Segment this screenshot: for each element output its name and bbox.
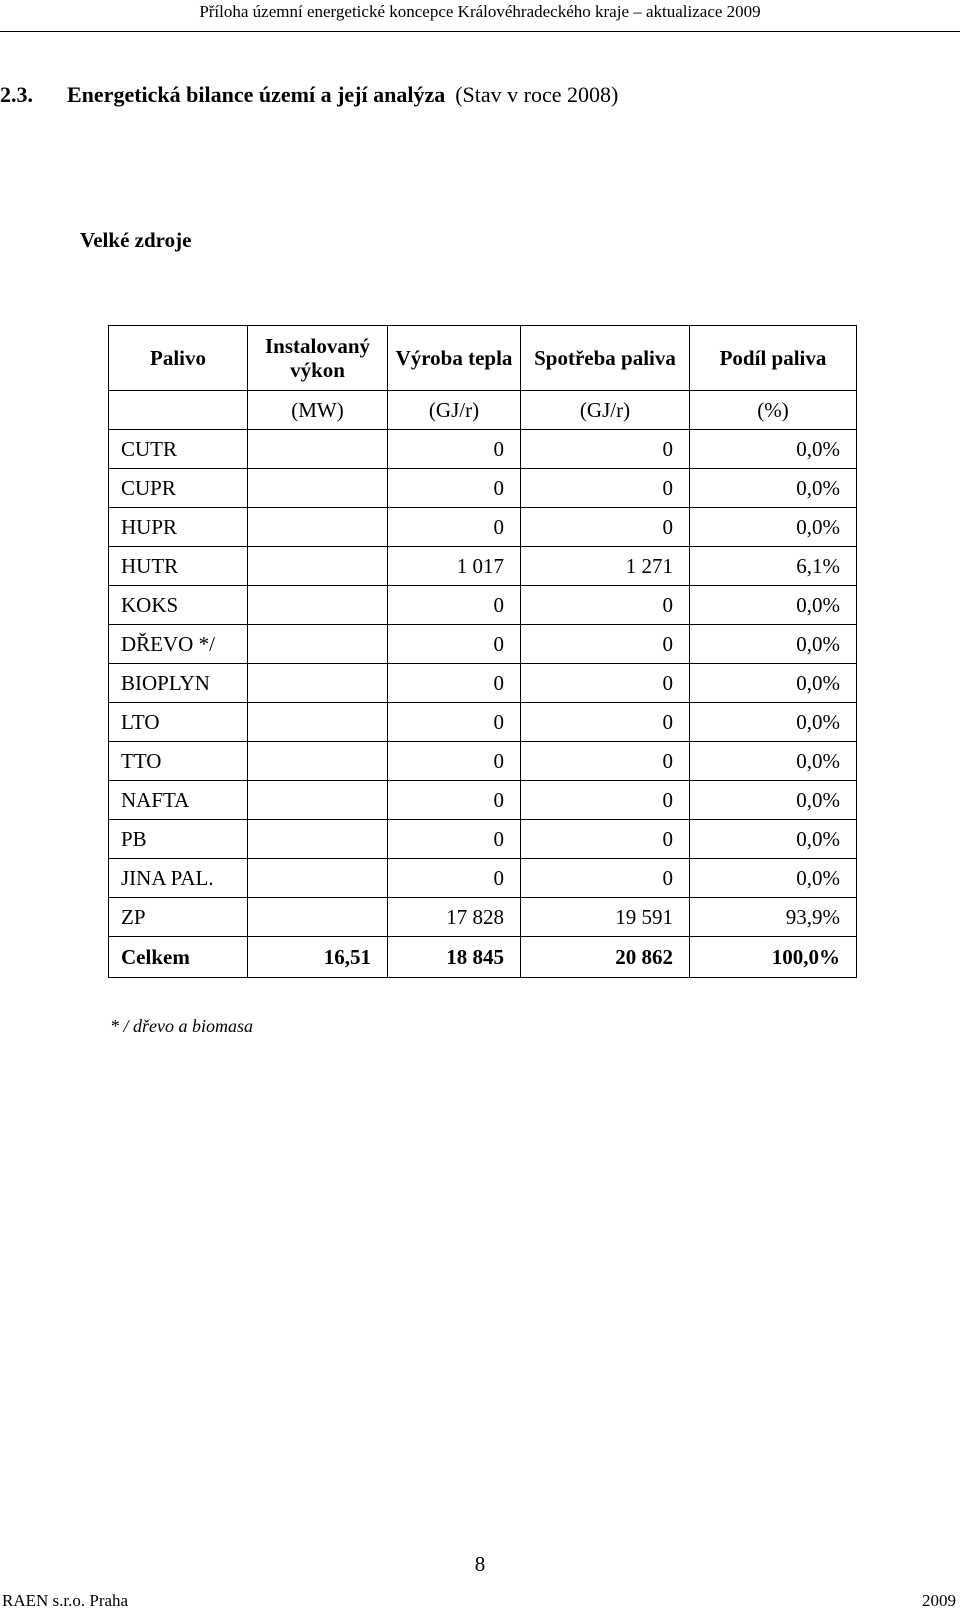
cell-fuel: KOKS: [109, 586, 248, 625]
units-power: (MW): [248, 391, 388, 430]
cell-power: [248, 703, 388, 742]
cell-fuel: BIOPLYN: [109, 664, 248, 703]
page-number: 8: [474, 1552, 486, 1576]
cell-heat: 1 017: [388, 547, 521, 586]
section-title-suffix: (Stav v roce 2008): [455, 82, 619, 107]
header-installed-power: Instalovaný výkon: [248, 326, 388, 391]
cell-consumption: 0: [521, 586, 690, 625]
cell-power: [248, 742, 388, 781]
header-fuel: Palivo: [109, 326, 248, 391]
table-row: [109, 820, 857, 859]
table-row: [109, 703, 857, 742]
cell-power: [248, 586, 388, 625]
table-row: [109, 664, 857, 703]
cell-share: 0,0%: [690, 781, 857, 820]
cell-consumption: 19 591: [521, 898, 690, 937]
cell-heat: 0: [388, 703, 521, 742]
units-empty: [109, 391, 248, 430]
cell-fuel: ZP: [109, 898, 248, 937]
total-power: 16,51: [248, 937, 388, 978]
cell-heat: 0: [388, 742, 521, 781]
cell-share: 0,0%: [690, 625, 857, 664]
cell-power: [248, 430, 388, 469]
running-header: Příloha územní energetické koncepce Královéhradeckého kraje – aktualizace 2009: [0, 0, 960, 32]
units-heat: (GJ/r): [388, 391, 521, 430]
cell-share: 0,0%: [690, 469, 857, 508]
cell-heat: 17 828: [388, 898, 521, 937]
energy-balance-table: [108, 325, 857, 978]
cell-heat: 0: [388, 430, 521, 469]
cell-share: 0,0%: [690, 430, 857, 469]
cell-power: [248, 625, 388, 664]
cell-power: [248, 508, 388, 547]
cell-consumption: 1 271: [521, 547, 690, 586]
cell-consumption: 0: [521, 703, 690, 742]
cell-heat: 0: [388, 820, 521, 859]
cell-consumption: 0: [521, 469, 690, 508]
cell-heat: 0: [388, 586, 521, 625]
cell-fuel: HUPR: [109, 508, 248, 547]
table-units-row: [109, 391, 857, 430]
table-row: [109, 742, 857, 781]
units-share: (%): [690, 391, 857, 430]
cell-power: [248, 820, 388, 859]
cell-consumption: 0: [521, 742, 690, 781]
cell-consumption: 0: [521, 820, 690, 859]
cell-consumption: 0: [521, 625, 690, 664]
cell-share: 0,0%: [690, 859, 857, 898]
cell-heat: 0: [388, 781, 521, 820]
cell-power: [248, 781, 388, 820]
footer-year: 2009: [922, 1591, 956, 1610]
table-header-row: [109, 326, 857, 391]
total-consumption: 20 862: [521, 937, 690, 978]
cell-heat: 0: [388, 469, 521, 508]
cell-fuel: CUTR: [109, 430, 248, 469]
header-fuel-consumption: Spotřeba paliva: [521, 326, 690, 391]
cell-power: [248, 898, 388, 937]
cell-consumption: 0: [521, 508, 690, 547]
header-heat-production: Výroba tepla: [388, 326, 521, 391]
cell-fuel: NAFTA: [109, 781, 248, 820]
cell-fuel: PB: [109, 820, 248, 859]
cell-share: 0,0%: [690, 742, 857, 781]
cell-consumption: 0: [521, 859, 690, 898]
header-fuel-share: Podíl paliva: [690, 326, 857, 391]
footer-company: RAEN s.r.o. Praha: [2, 1591, 129, 1610]
section-number: 2.3.: [0, 82, 33, 107]
cell-power: [248, 859, 388, 898]
cell-heat: 0: [388, 664, 521, 703]
table-row: [109, 859, 857, 898]
cell-share: 0,0%: [690, 820, 857, 859]
table-total-row: [109, 937, 857, 978]
total-label: Celkem: [109, 937, 248, 978]
cell-consumption: 0: [521, 664, 690, 703]
total-heat: 18 845: [388, 937, 521, 978]
cell-power: [248, 469, 388, 508]
cell-fuel: JINA PAL.: [109, 859, 248, 898]
cell-share: 93,9%: [690, 898, 857, 937]
cell-heat: 0: [388, 625, 521, 664]
cell-share: 0,0%: [690, 586, 857, 625]
cell-fuel: TTO: [109, 742, 248, 781]
table-row: [109, 430, 857, 469]
cell-heat: 0: [388, 859, 521, 898]
table-row: [109, 508, 857, 547]
cell-share: 0,0%: [690, 508, 857, 547]
table-row: [109, 469, 857, 508]
cell-share: 6,1%: [690, 547, 857, 586]
table-row: [109, 781, 857, 820]
cell-share: 0,0%: [690, 703, 857, 742]
cell-fuel: DŘEVO */: [109, 625, 248, 664]
cell-fuel: LTO: [109, 703, 248, 742]
cell-share: 0,0%: [690, 664, 857, 703]
cell-power: [248, 664, 388, 703]
table-row: [109, 586, 857, 625]
units-consumption: (GJ/r): [521, 391, 690, 430]
footnote: * / dřevo a biomasa: [110, 1016, 253, 1036]
table-row: [109, 625, 857, 664]
subsection-title: Velké zdroje: [80, 228, 192, 252]
total-share: 100,0%: [690, 937, 857, 978]
section-heading: [0, 82, 618, 108]
cell-power: [248, 547, 388, 586]
cell-fuel: HUTR: [109, 547, 248, 586]
cell-consumption: 0: [521, 430, 690, 469]
table-row: [109, 547, 857, 586]
table-row: [109, 898, 857, 937]
cell-fuel: CUPR: [109, 469, 248, 508]
cell-consumption: 0: [521, 781, 690, 820]
cell-heat: 0: [388, 508, 521, 547]
section-title: Energetická bilance území a její analýza: [67, 82, 446, 107]
